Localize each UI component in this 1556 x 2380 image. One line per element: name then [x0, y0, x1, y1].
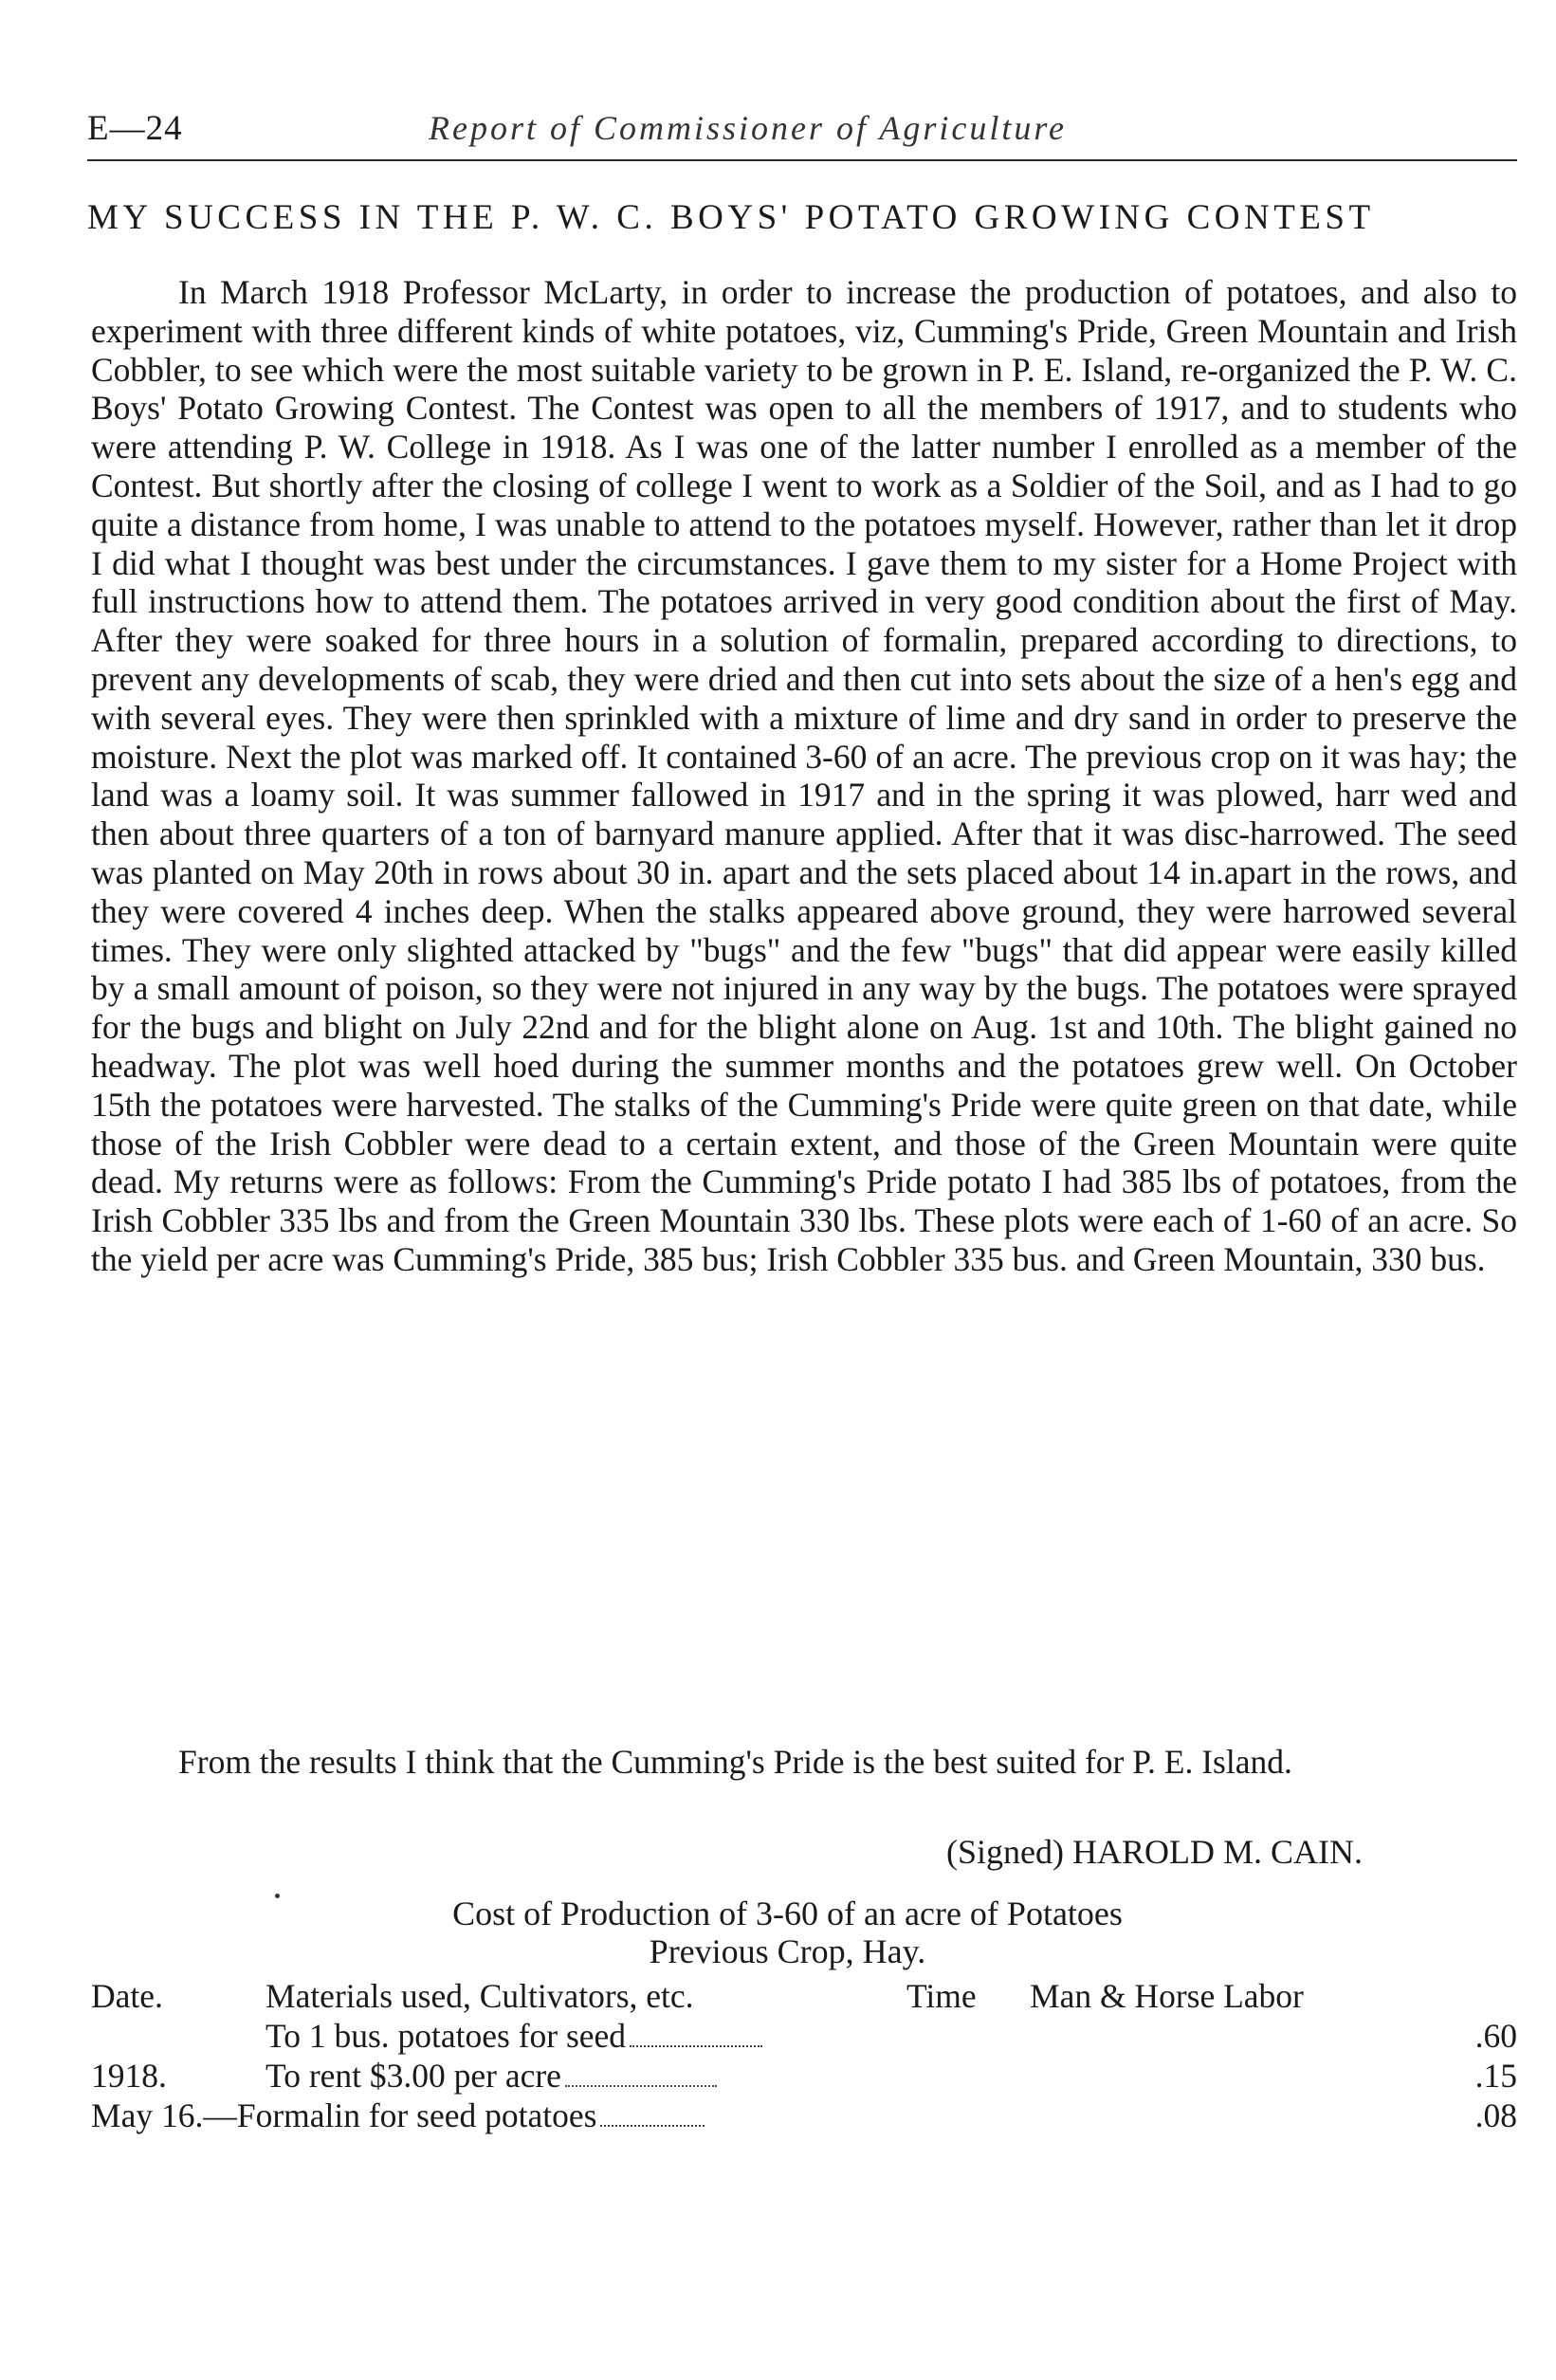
cost-table-subtitle: Previous Crop, Hay. — [649, 1932, 926, 1970]
row-description — [91, 2096, 705, 2135]
row-description — [265, 2016, 762, 2056]
page-number: E—24 — [87, 109, 183, 148]
dot-leader — [630, 2045, 762, 2047]
header-materials: Materials used, Cultivators, etc. — [265, 1977, 694, 2015]
running-title: Report of Commissioner of Agriculture — [429, 109, 1067, 147]
signature-line: (Signed) HAROLD M. CAIN. — [946, 1833, 1363, 1871]
conclusion-paragraph: From the results I think that the Cumming's Pride is the best suited for P. E. Island. — [178, 1743, 1292, 1781]
cost-table-row — [91, 2096, 1517, 2135]
row-amount: .15 — [1474, 2057, 1517, 2095]
cost-table — [91, 1976, 1517, 2135]
header-labor: Man & Horse Labor — [1030, 1977, 1304, 2015]
row-description-text: To 1 bus. potatoes for seed — [265, 2017, 627, 2055]
header-time: Time — [906, 1977, 977, 2015]
header-date: Date. — [91, 1977, 163, 2015]
dot-leader — [565, 2085, 717, 2087]
cost-table-row — [91, 2056, 1517, 2096]
cost-table-row — [91, 2016, 1517, 2056]
article-title: MY SUCCESS IN THE P. W. C. BOYS' POTATO GROWING CONTEST — [87, 198, 1375, 237]
article-body-paragraph: In March 1918 Professor McLarty, in order to increase the production of potatoes, and also to experiment with three different kinds of white potatoes, viz, Cumming's Pride, Green Mountain and Irish Cobbler, to see which were the most suitable variety to be grown in P. E. Island, re-organized the P. W. C. Boys' Potato Growing Contest. The Contest was open to all the members of 1917, and to students who were attending P. W. College in 1918. As I was one of the latter number I enrolled as a member of the Contest. But shortly after the closing of college I went to work as a Soldier of the Soil, and as I had to go quite a distance from home, I was unable to attend to the potatoes myself. However, rather than let it drop I did what I thought was best under the circumstances. I gave them to my sister for a Home Project with full instructions how to attend them. The potatoes arrived in very good condition about the first of May. After they were soaked for three hours in a solution of formalin, prepared according to directions, to prevent any developments of scab, they were dried and then cut into sets about the size of a hen's egg and with several eyes. They were then sprinkled with a mixture of lime and dry sand in order to preserve the moisture. Next the plot was marked off. It contained 3-60 of an acre. The previous crop on it was hay; the land was a loamy soil. It was summer fallowed in 1917 and in the spring it was plowed, harr wed and then about three quarters of a ton of barnyard manure applied. After that it was disc-harrowed. The seed was planted on May 20th in rows about 30 in. apart and the sets placed about 14 in.apart in the rows, and they were covered 4 inches deep. When the stalks appeared above ground, they were harrowed several times. They were only slighted attacked by "bugs" and the few "bugs" that did appear were easily killed by a small amount of poison, so they were not injured in any way by the bugs. The potatoes were sprayed for the bugs and blight on July 22nd and for the blight alone on Aug. 1st and 10th. The blight gained no headway. The plot was well hoed during the summer months and the potatoes grew well. On October 15th the potatoes were harvested. The stalks of the Cumming's Pride were quite green on that date, while those of the Irish Cobbler were dead to a certain extent, and those of the Green Mountain were quite dead. My returns were as follows: From the Cumming's Pride potato I had 385 lbs of potatoes, from the Irish Cobbler 335 lbs and from the Green Mountain 330 lbs. These plots were each of 1-60 of an acre. So the yield per acre was Cumming's Pride, 385 bus; Irish Cobbler 335 bus. and Green Mountain, 330 bus. — [91, 273, 1517, 1278]
row-date: 1918. — [91, 2057, 167, 2095]
dot-leader — [600, 2125, 705, 2127]
cost-table-title: Cost of Production of 3-60 of an acre of Potatoes — [452, 1895, 1123, 1932]
row-description-text: To rent $3.00 per acre — [265, 2057, 561, 2095]
row-date: May 16.— — [91, 2096, 237, 2134]
row-description-text: Formalin for seed potatoes — [236, 2096, 597, 2134]
cost-table-header-row — [91, 1976, 1517, 2016]
row-description — [265, 2056, 717, 2096]
running-header — [87, 102, 1517, 161]
row-amount: .08 — [1474, 2096, 1517, 2134]
row-amount: .60 — [1474, 2017, 1517, 2055]
